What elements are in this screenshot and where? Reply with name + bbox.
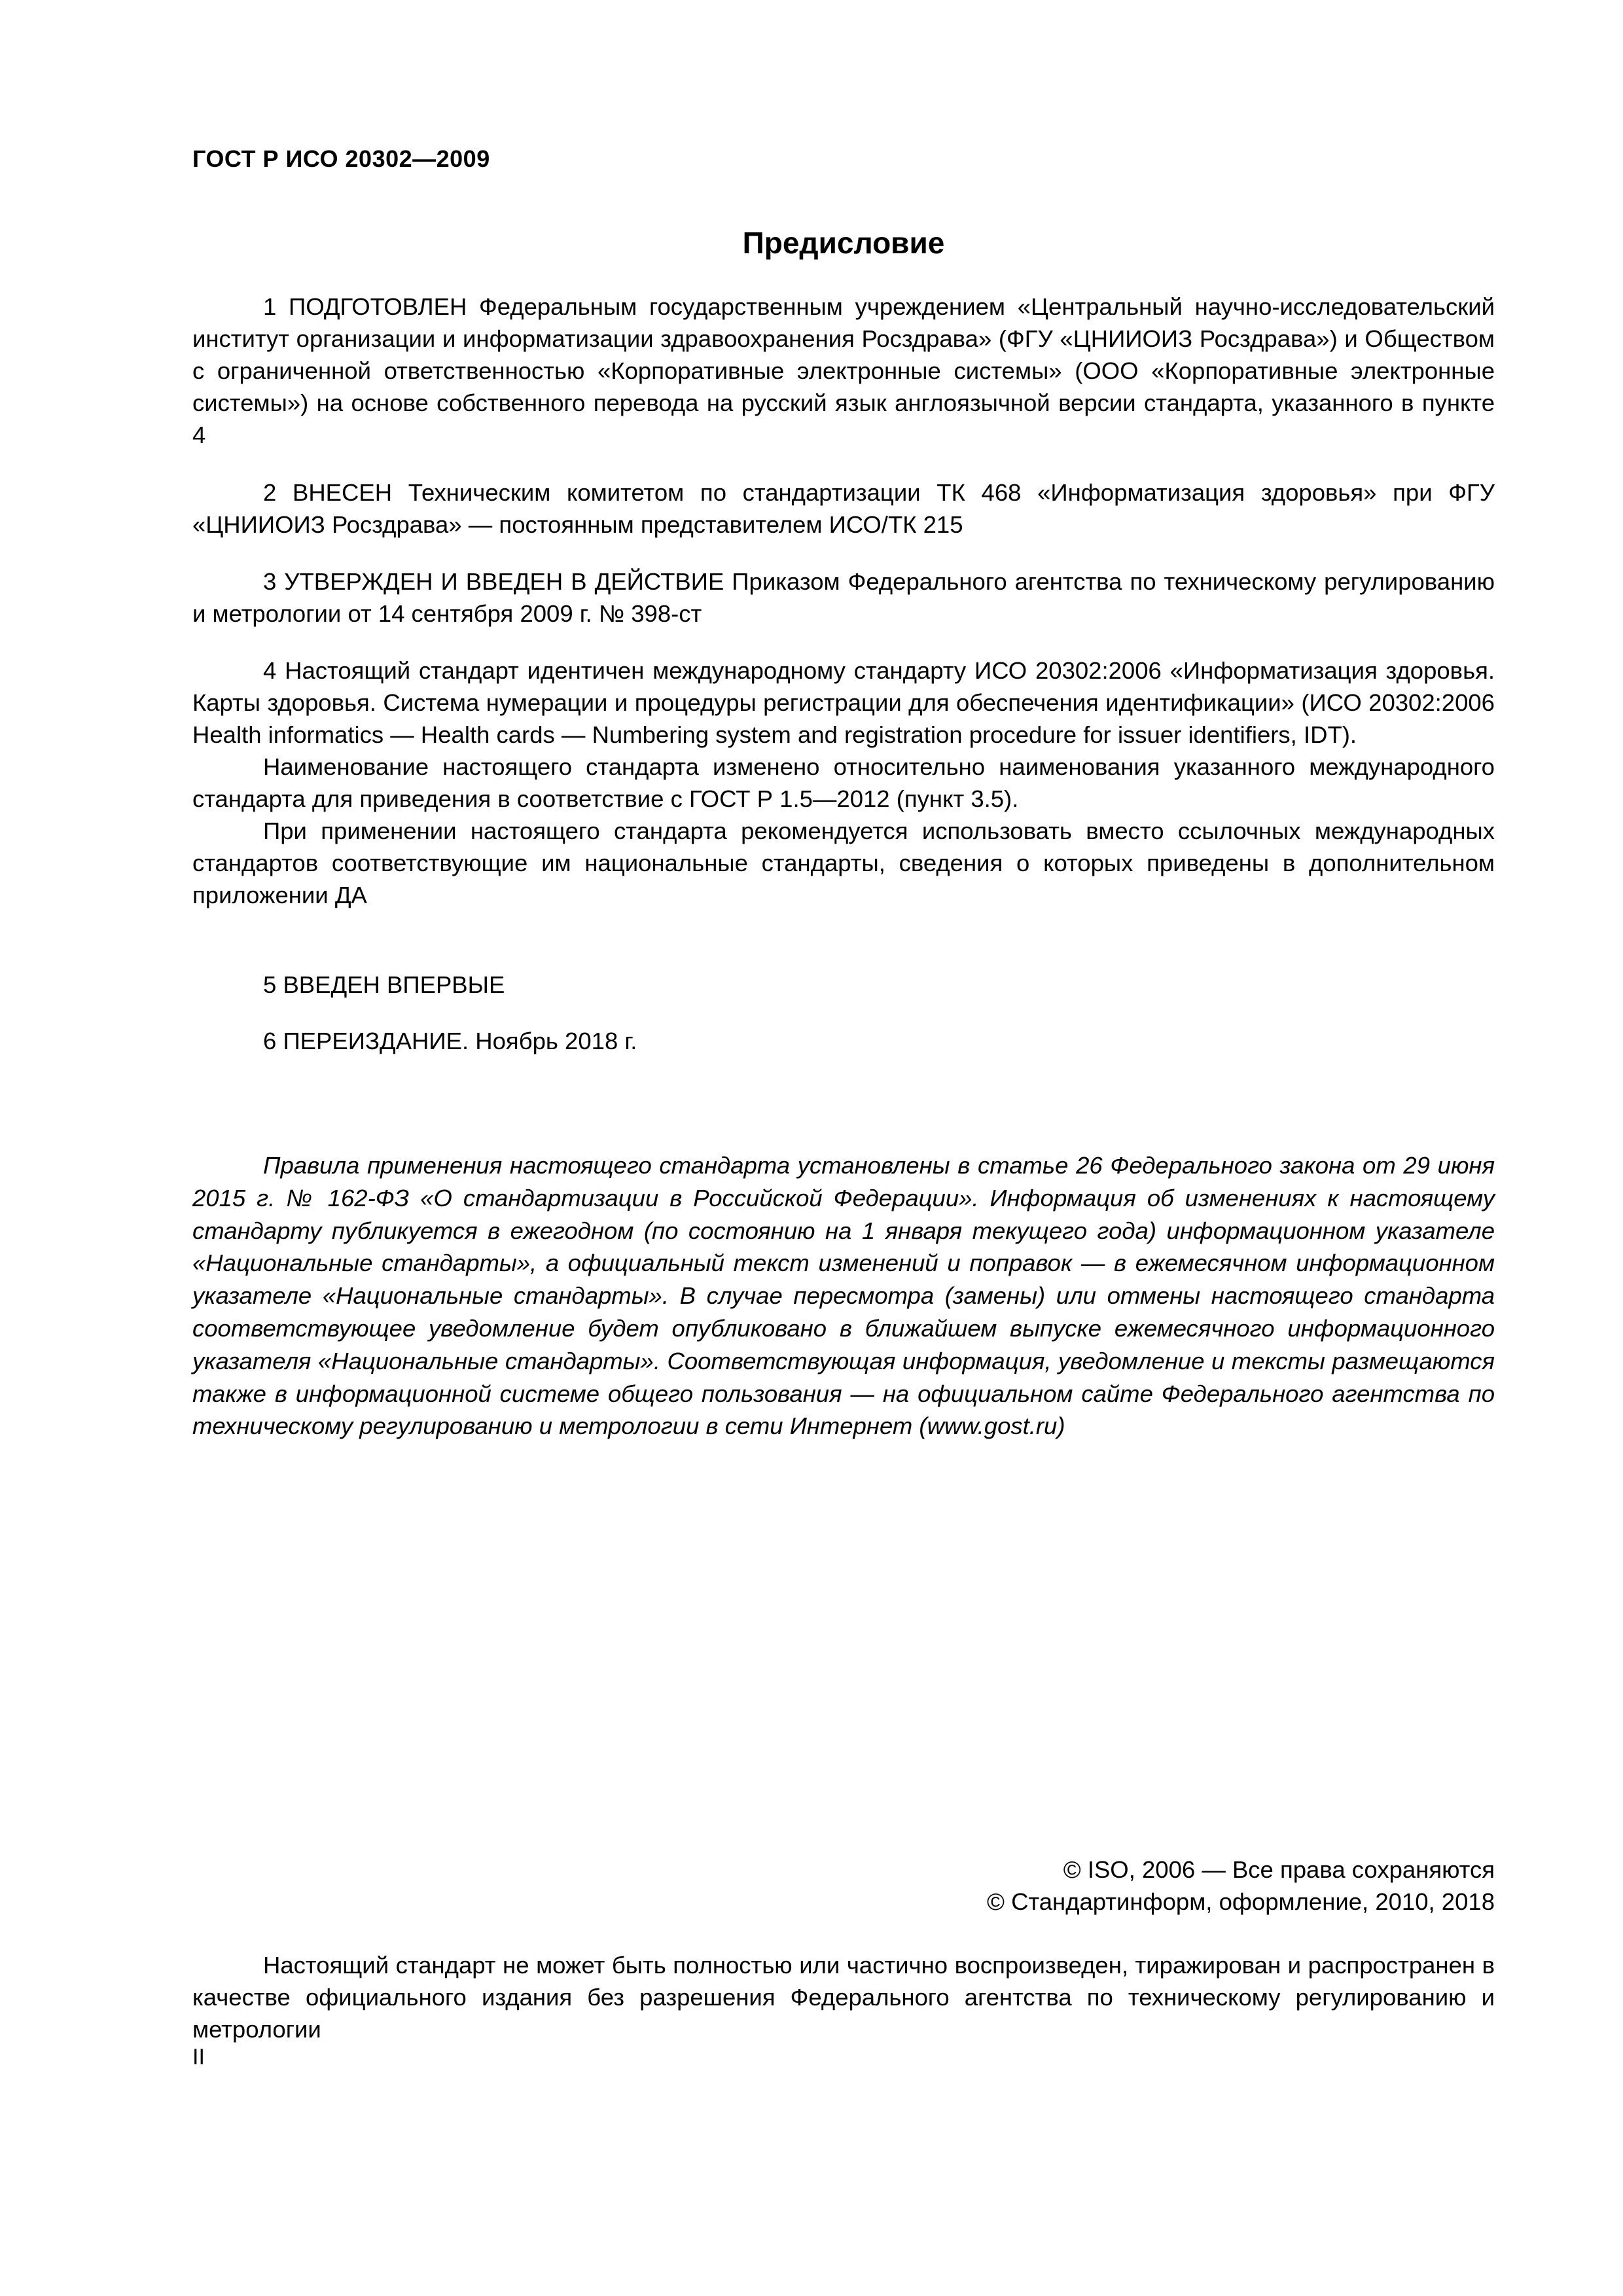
foreword-item-4 (192, 655, 1495, 911)
iso-copyright: © ISO, 2006 — Все права сохраняются (1063, 1856, 1495, 1883)
copyright-block (987, 1854, 1495, 1918)
foreword-paragraph: 5 ВВЕДЕН ВПЕРВЫЕ (263, 971, 505, 998)
standard-code-header: ГОСТ Р ИСО 20302—2009 (192, 145, 490, 172)
foreword-item-2 (192, 476, 1495, 541)
publisher-copyright: © Стандартинформ, оформление, 2010, 2018 (987, 1888, 1495, 1915)
foreword-item-1 (192, 291, 1495, 451)
foreword-paragraph: При применении настоящего стандарта рекомендуется использовать вместо ссылочных международных стандартов соответствующие им национальные стандарты, сведения о которых приведены в дополнительном приложении ДА (192, 817, 1495, 908)
foreword-paragraph: 3 УТВЕРЖДЕН И ВВЕДЕН В ДЕЙСТВИЕ Приказом Федерального агентства по техническому регулированию и метрологии от 14 сентября 2009 г. № 398-ст (192, 568, 1495, 627)
foreword-paragraph: 2 ВНЕСЕН Техническим комитетом по стандартизации ТК 468 «Информатизация здоровья» при ФГУ «ЦНИИОИЗ Росздрава» — постоянным представителем ИСО/ТК 215 (192, 479, 1495, 538)
foreword-item-3 (192, 565, 1495, 630)
application-rules-notice: Правила применения настоящего стандарта установлены в статье 26 Федерального закона от 29 июня 2015 г. № 162-ФЗ «О стандартизации в Российской Федерации». Информация об изменениях к настоящему стандарту публикуется в ежегодном (по состоянию на 1 января текущего года) информационном указателе «Национальные стандарты», а официальный текст изменений и поправок — в ежемесячном информационном указателе «Национальные стандарты». В случае пересмотра (замены) или отмены настоящего стандарта соответствующее уведомление будет опубликовано в ближайшем выпуске ежемесячного информационного указателя «Национальные стандарты». Соответствующая информация, уведомление и тексты размещаются также в информационной системе общего пользования — на официальном сайте Федерального агентства по техническому регулированию и метрологии в сети Интернет (www.gost.ru) (192, 1152, 1495, 1440)
page-title: Предисловие (742, 226, 945, 260)
foreword-paragraph: 6 ПЕРЕИЗДАНИЕ. Ноябрь 2018 г. (263, 1028, 637, 1054)
reprint-restriction-notice: Настоящий стандарт не может быть полностью или частично воспроизведен, тиражирован и распространен в качестве официального издания без разрешения Федерального агентства по техническому регулированию и метрологии (192, 1952, 1495, 2043)
foreword-paragraph: 4 Настоящий стандарт идентичен международному стандарту ИСО 20302:2006 «Информатизация здоровья. Карты здоровья. Система нумерации и процедуры регистрации для обеспечения идентификации» (ИСО 20302:2006 Health informatics — Health cards — Numbering system and registration procedure for issuer identifiers, IDT). (192, 657, 1495, 748)
foreword-paragraph: Наименование настоящего стандарта изменено относительно наименования указанного международного стандарта для приведения в соответствие с ГОСТ Р 1.5—2012 (пункт 3.5). (192, 753, 1495, 812)
foreword-paragraph: 1 ПОДГОТОВЛЕН Федеральным государственным учреждением «Центральный научно-исследовательский институт организации и информатизации здравоохранения Росздрава» (ФГУ «ЦНИИОИЗ Росздрава») и Обществом с ограниченной ответственностью «Корпоративные электронные системы» (ООО «Корпоративные электронные системы») на основе собственного перевода на русский язык англоязычной версии стандарта, указанного в пункте 4 (192, 293, 1495, 448)
foreword-item-5 (192, 969, 1495, 1001)
foreword-item-6 (192, 1025, 1495, 1057)
page-number: II (192, 2045, 205, 2070)
